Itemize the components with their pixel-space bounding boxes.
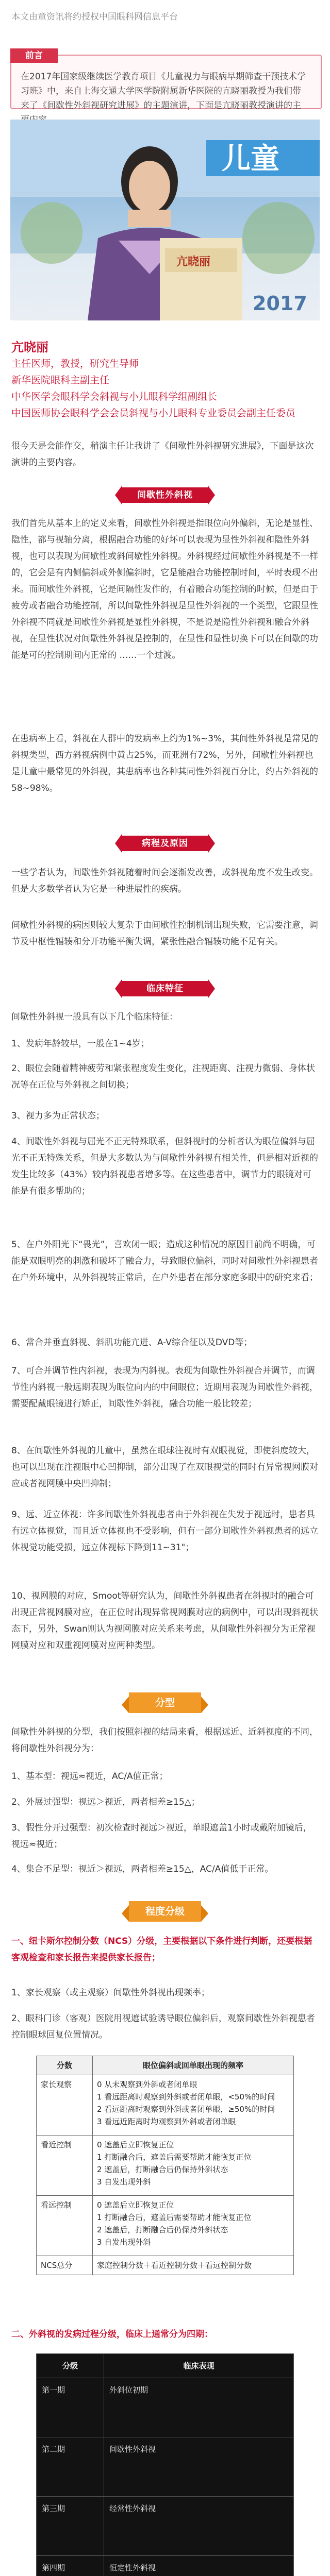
s3-item-10: 10、视网膜的对应，Smoot等研究认为，间歇性外斜视患者在斜视时的融合可出现正常视网膜对应，在正位时出现异常视网膜对应的病例中，可以出现斜视状态下，另外，Swan则认为视网膜对应关系来考虑，从间歇性外斜视分为正常视网膜对应和双重视网膜对应两种类型。	[11, 1591, 318, 1651]
table-cell: 家庭控制分数＋看近控制分数＋看远控制分数	[93, 2256, 294, 2275]
table-cell: 恒定性外斜视	[104, 2556, 294, 2576]
s3-item-6: 6、常合并垂直斜视、斜肌功能亢进、A-V综合征以及DVD等；	[11, 1337, 253, 1348]
table-row	[37, 2196, 294, 2256]
ncs-table	[36, 2056, 294, 2275]
stage-table	[36, 2353, 294, 2576]
table-cell: 外斜位初期	[104, 2378, 294, 2437]
s4-item-1: 1、基本型：视远≈视近，AC/A值正常；	[11, 1771, 168, 1782]
section-ribbon-1	[122, 485, 208, 505]
table-cell: 0 遮盖后立即恢复正位 1 打断融合后，遮盖后需要帮助才能恢复正位 2 遮盖后，打断融合后仍保持外斜状态 3 自发出现外斜	[93, 2136, 294, 2196]
s3-item-7: 7、可合并调节性内斜视，表现为内斜视。表现为间歇性外斜视合并调节，而调节性内斜视一般远期表现为眼位向内的中间眼位；近期用表现为间歇性外斜视，需要配戴眼镜进行矫正，间歇性外斜视，融合功能一般比较差；	[11, 1366, 318, 1409]
photo-year: 2017	[253, 292, 307, 315]
backdrop-banner-text: 儿童	[222, 142, 279, 176]
speaker-info	[11, 339, 295, 421]
s3-item-5: 5、在户外阳光下“畏光”，喜欢闭一眼；造成这种情况的原因目前尚不明确，可能是双眼明亮的刺激和破坏了融合力，导致眼位偏斜，同时对间歇性外斜视患者在户外环境中，从外斜视转正常后，在户外患者在部分家庭多眼中的研究来看；	[11, 1240, 318, 1283]
table-cell: 看远控制	[37, 2196, 93, 2256]
speaker-name: 亢晓丽	[11, 340, 48, 354]
speaker-photo	[10, 120, 320, 320]
section-ribbon-3	[122, 979, 208, 998]
intro-paragraph: 很今天是会能作交，稍演主任让我讲了《间歇性外斜视研究进展》，下面是这次演讲的主要内容。	[11, 441, 314, 468]
section-title-1: 间歇性外斜视	[122, 487, 208, 503]
s3-item-9: 9、远、近立体视：许多间歇性外斜视患者由于外斜视在失发于视远时，患者具有远立体视觉，而且近立体视也不受影响，但有一部分间歇性外斜视患者的远立体视觉功能受损，远立体视标下降到11~31"；	[11, 1510, 318, 1553]
speaker-title-2: 新华医院眼科主副主任	[11, 375, 110, 386]
table-cell: 第三期	[37, 2497, 104, 2556]
s3-item-8: 8、在间歇性外斜视的儿童中，虽然在眼球注视时有双眼视觉，即使斜度较大，也可以出现在注视眼中心凹抑制，部分出现了在双眼视觉的同时有异常视网膜对应或者视网膜中央凹抑制；	[11, 1446, 318, 1489]
table-row	[37, 2378, 294, 2437]
table-cell: 0 遮盖后立即恢复正位 1 打断融合后，遮盖后需要帮助才能恢复正位 2 遮盖后，打断融合后仍保持外斜状态 3 自发出现外斜	[93, 2196, 294, 2256]
section-banner-5	[122, 1901, 208, 1922]
preface-tag: 前言	[10, 48, 58, 63]
table-row	[37, 2256, 294, 2275]
section-banner-4	[122, 1692, 208, 1713]
speaker-photo-illustration	[10, 120, 320, 320]
table-cell: 间歇性外斜视	[104, 2437, 294, 2497]
section-title-2: 病程及原因	[122, 836, 208, 851]
table-cell: 第四期	[37, 2556, 104, 2576]
table-row	[37, 2437, 294, 2497]
s3-item-2: 2、眼位会随着精神疲劳和紧张程度发生变化，注视距离、注视力微弱、身体状况等在正位与外斜视之间切换；	[11, 1063, 315, 1090]
section-title-4: 分型	[129, 1692, 201, 1713]
s4-item-2: 2、外展过强型：视远＞视近，两者相差≥15△；	[11, 1797, 200, 1807]
table-cell: 看近控制	[37, 2136, 93, 2196]
section-ribbon-2	[122, 834, 208, 853]
s4-intro: 间歇性外斜视的分型，我们按照斜视的结局来看，根据远近、近斜视度的不同，将间歇性外斜视分为：	[11, 1727, 318, 1754]
stage-heading: 二、外斜视的发病过程分级，临床上通常分为四期：	[11, 2329, 213, 2340]
s3-item-3: 3、视力多为正常状态；	[11, 1111, 105, 1121]
table-cell: NCS总分	[37, 2256, 93, 2275]
ncs-table-header	[37, 2056, 294, 2075]
s4-item-4: 4、集合不足型：视近＞视远，两者相差≥15△，AC/A值低于正常。	[11, 1864, 274, 1874]
s3-item-4: 4、间歇性外斜视与屈光不正无特殊联系，但斜视时的分析者认为眼位偏斜与屈光不正无特殊关系，但是大多数认为与间歇性外斜视有相关性，但是相对近视的发生比较多（43%）较内斜视患者增多等。在这些患者中，调节力的眼镜对可能是有很多帮助的；	[11, 1137, 318, 1196]
section-title-3: 临床特征	[122, 981, 208, 996]
top-note: 本文由童资讯将约授权中国眼科网信息平台	[11, 12, 178, 22]
section-title-5: 程度分级	[129, 1901, 201, 1922]
s1-paragraph-1: 我们首先从基本上的定义来看，间歇性外斜视是指眼位向外偏斜，无论是显性、隐性，都与视轴分离，根据融合功能的好坏可以表现为显性外斜视和隐性外斜视，也可以表现为间歇性或斜间歇性外斜视。外斜视经过间歇性外斜视是不一样的，它会是有内侧偏斜或外侧偏斜时，它是能融合功能控制时间，平时表现不出来。而间歇性外斜视，它是间隔性发作的，有着融合功能控制的时候，但是由于疲劳或者融合功能控制，所以间歇性外斜视是显性外斜视的一个类型，它跟显性外斜视不同就是间歇性外斜视是显性外斜视，不是说是隐性外斜视和融合外斜视，在显性状况对间歇性外斜视是控制的，在显性和显性切换下可以在间歇的功能是可的控制期间内正常的 ……一个过渡。	[11, 518, 318, 660]
stage-table-header	[37, 2354, 294, 2378]
s3-intro: 间歇性外斜视一般具有以下几个临床特征：	[11, 1012, 178, 1022]
table-cell: 第二期	[37, 2437, 104, 2497]
table-cell: 第一期	[37, 2378, 104, 2437]
table-cell: 0 从未观察到外斜或者闭单眼 1 看远距离时观察到外斜或者闭单眼，<50%的时间 2 看远距离时观察到外斜或者闭单眼，≥50%的时间 3 看远近距离时均观察到外斜或者闭单眼	[93, 2075, 294, 2136]
ncs-table-header-frequency: 眼位偏斜或回单眼出现的频率	[93, 2056, 294, 2075]
s2-paragraph-1: 一些学者认为，间歇性外斜视随着时间会逐渐发改善，或斜视角度不发生改变。但是大多数学者认为它是一种进展性的疾病。	[11, 868, 318, 894]
ncs-heading: 一、纽卡斯尔控制分数（NCS）分级，主要根据以下条件进行判断，还要根据客观检查和家长报告来提供家长报告；	[11, 1936, 312, 1963]
table-row	[37, 2075, 294, 2136]
s1-paragraph-2: 在患病率上看，斜视在人群中的发病率上约为1%~3%，其间性外斜视是常见的斜视类型，西方斜视病例中黄占25%，而亚洲有72%，另外，间歇性外斜视也是儿童中最常见的外斜视，其患病率也各种其同性外斜视百分比，约占外斜视的58~98%。	[11, 734, 319, 793]
speaker-title-3: 中华医学会眼科学会斜视与小儿眼科学组副组长	[11, 391, 218, 402]
table-row	[37, 2497, 294, 2556]
s3-item-1: 1、发病年龄较早，一般在1~4岁；	[11, 1039, 150, 1049]
table-row	[37, 2556, 294, 2576]
speaker-title-1: 主任医师，教授，研究生导师	[11, 358, 139, 369]
table-cell: 家长观察	[37, 2075, 93, 2136]
ncs-item-2: 2、眼科门诊（客观）医院用视遮试验诱导眼位偏斜后，观察间歇性外斜视患者控制眼球回复位置情况。	[11, 2013, 315, 2040]
stage-table-header-grade: 分级	[37, 2354, 104, 2378]
stage-table-header-manifestation: 临床表现	[104, 2354, 294, 2378]
ncs-item-1: 1、家长观察（或主观察）间歇性外斜视出现频率；	[11, 1988, 210, 1998]
table-cell: 经常性外斜视	[104, 2497, 294, 2556]
s2-paragraph-2: 间歇性外斜视的病因则较大复杂于由间歇性控制机制出现失败，它需要注意，调节及中枢性辐辏和分开功能平衡失调，紧张性融合辐辏功能不足有关。	[11, 920, 318, 947]
preface-text: 在2017年国家级继续医学教育项目《儿童视力与眼病早期筛查干预技术学习班》中，来自上海交通大学医学院附属新华医院的亢晓丽教授为我们带来了《间歇性外斜视研究进展》的主题演讲，下面是亢晓丽教授演讲的主	[21, 72, 306, 111]
podium-sign-text: 亢晓丽	[176, 255, 211, 268]
table-row	[37, 2136, 294, 2196]
ncs-table-header-score: 分数	[37, 2056, 93, 2075]
speaker-title-4: 中国医师协会眼科学会会员斜视与小儿眼科专业委员会副主任委员	[11, 408, 296, 419]
s4-item-3: 3、假性分开过强型：初次检查时视远＞视近，单眼遮盖1小时或戴附加镜后，视远≈视近；	[11, 1823, 312, 1850]
